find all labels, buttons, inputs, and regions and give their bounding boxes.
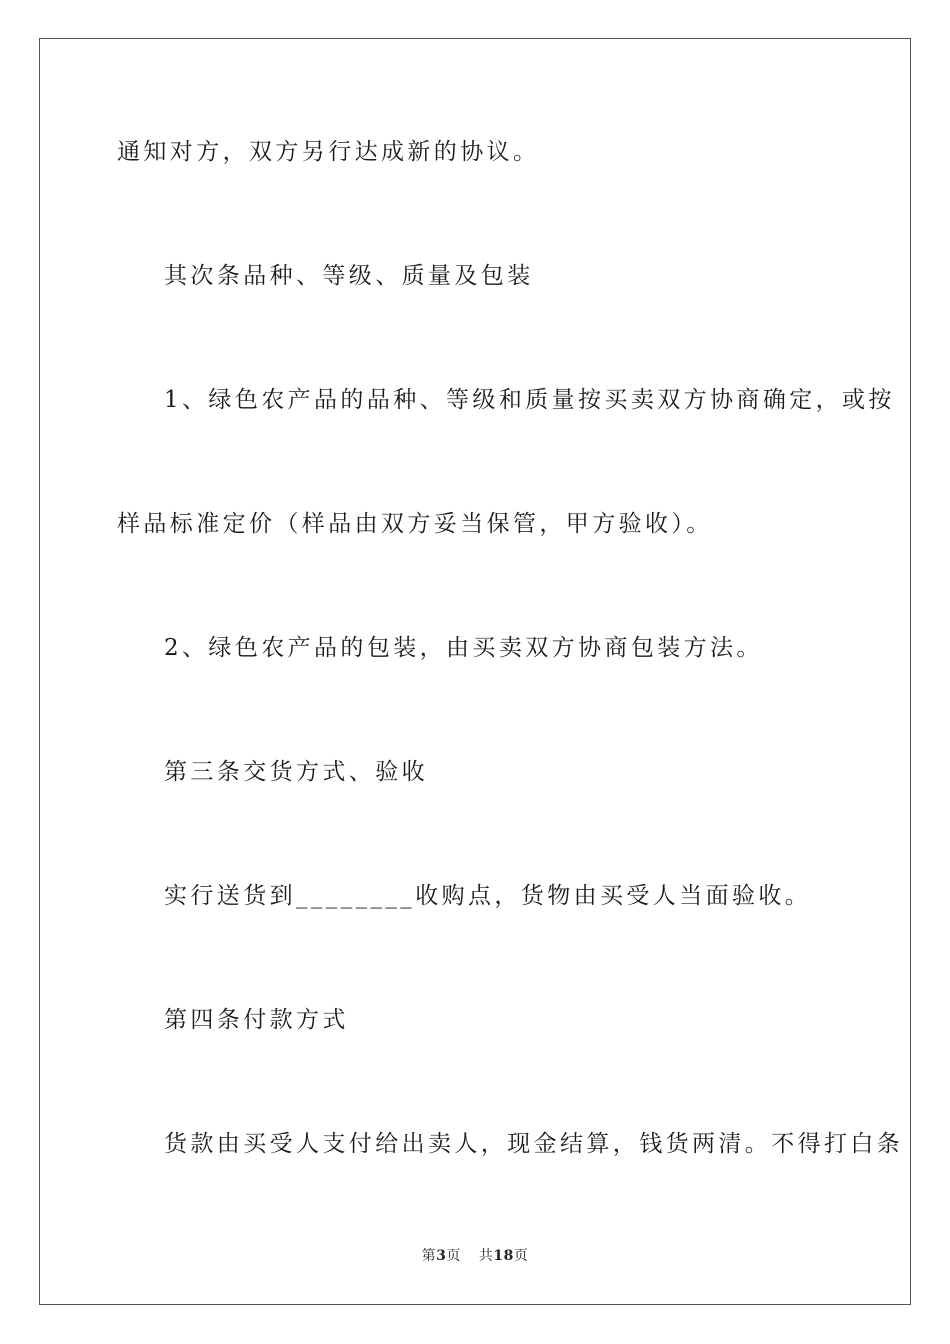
paragraph-9: 货款由买受人支付给出卖人，现金结算，钱货两清。不得打白条	[164, 1131, 904, 1157]
paragraph-5: 2、绿色农产品的包装，由买卖双方协商包装方法。	[164, 635, 763, 661]
total-suffix: 页	[513, 1248, 529, 1264]
paragraph-1: 通知对方，双方另行达成新的协议。	[117, 139, 540, 165]
page-footer	[0, 1245, 950, 1265]
paragraph-8: 第四条付款方式	[164, 1007, 349, 1033]
paragraph-4: 样品标准定价（样品由双方妥当保管，甲方验收）。	[117, 511, 713, 537]
page-border	[39, 38, 911, 1305]
page-prefix: 第	[421, 1248, 437, 1264]
total-pages: 18	[493, 1248, 514, 1264]
total-prefix: 共	[478, 1248, 494, 1264]
paragraph-2: 其次条品种、等级、质量及包装	[164, 263, 534, 289]
paragraph-6: 第三条交货方式、验收	[164, 759, 428, 785]
page-number: 3	[436, 1248, 447, 1264]
page-suffix: 页	[446, 1248, 461, 1264]
paragraph-3: 1、绿色农产品的品种、等级和质量按买卖双方协商确定，或按	[164, 387, 895, 413]
paragraph-7: 实行送货到________收购点，货物由买受人当面验收。	[164, 883, 812, 909]
